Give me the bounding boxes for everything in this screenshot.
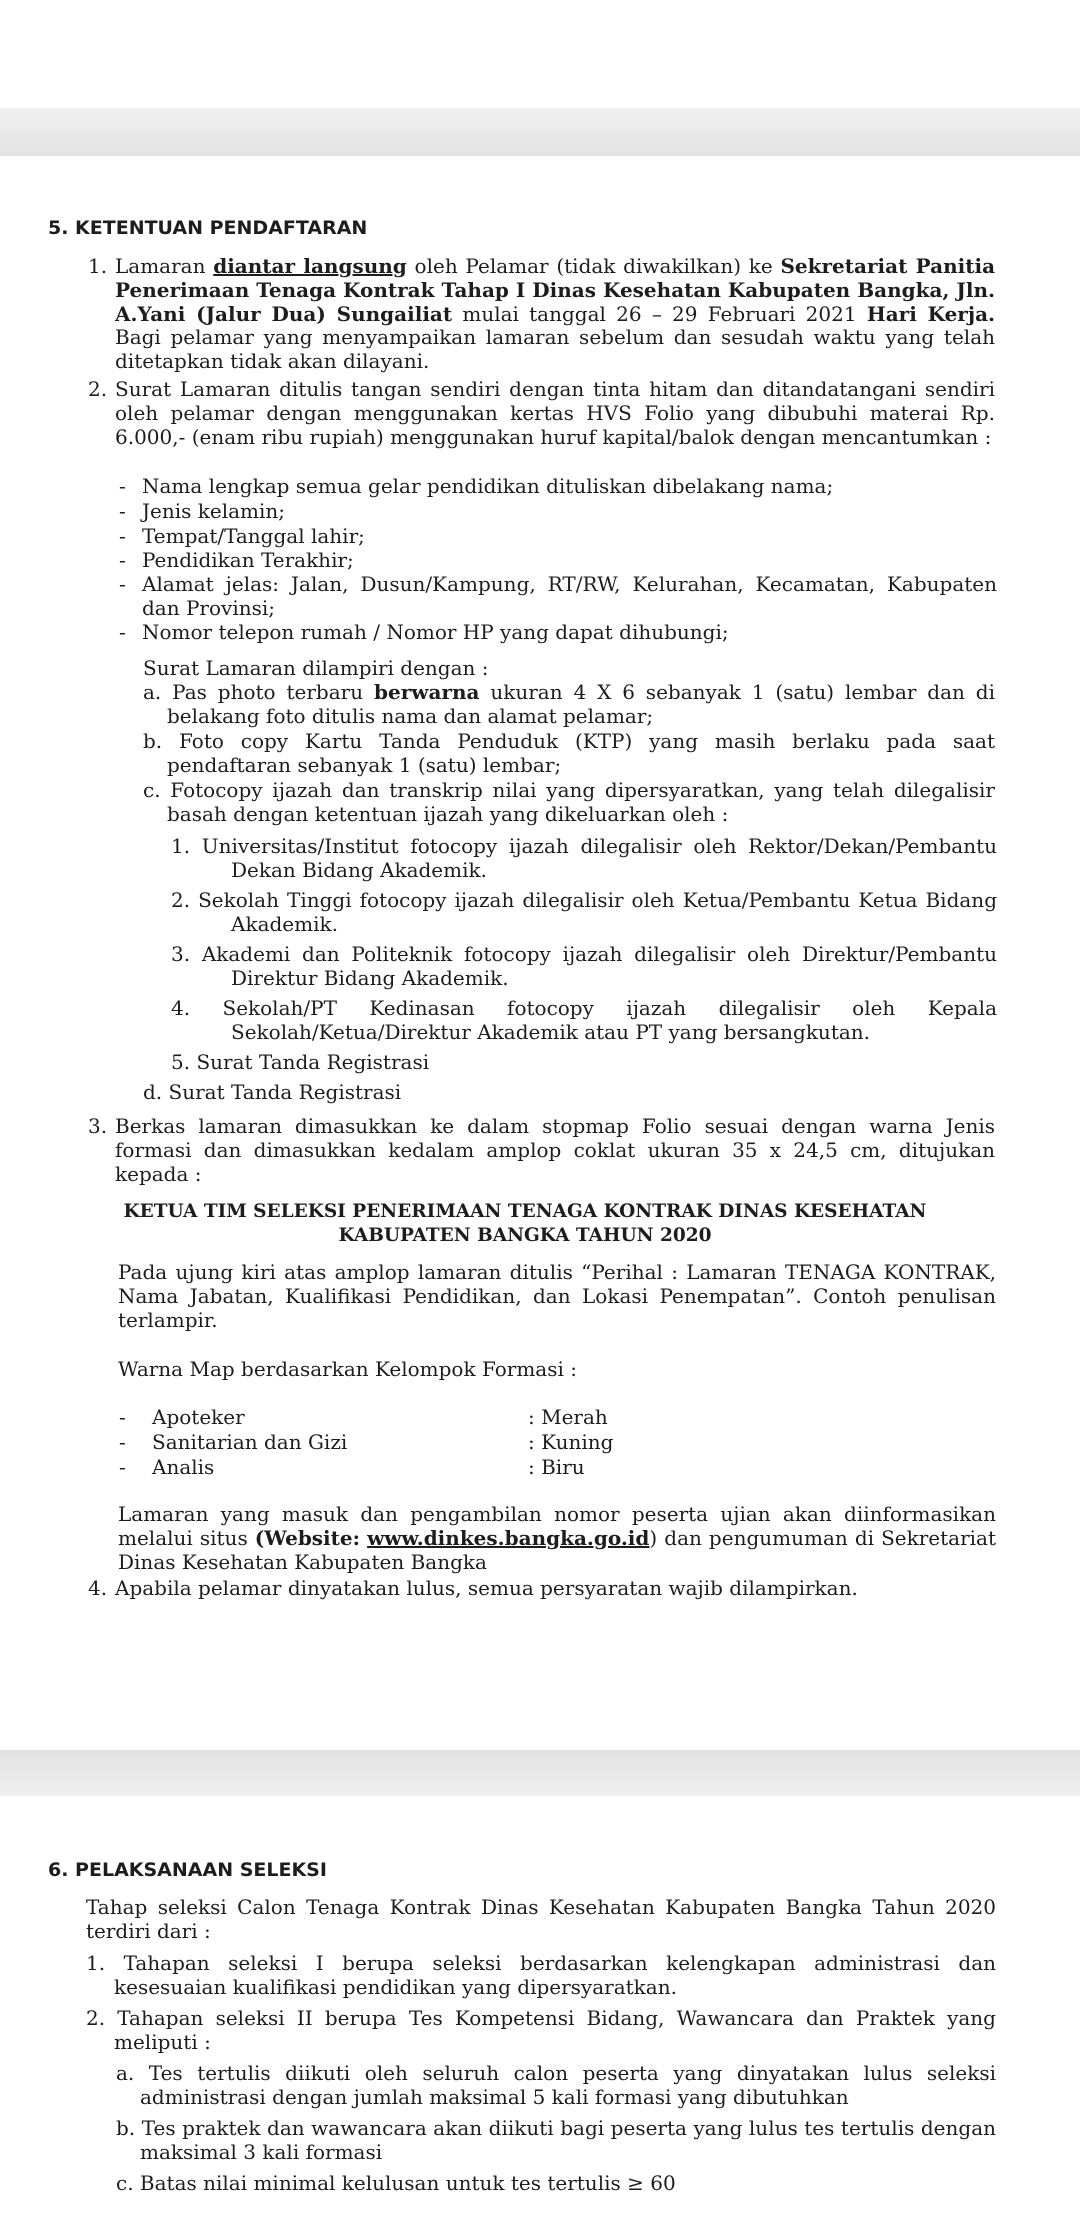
attachment-c-sub: 1. Universitas/Institut fotocopy ijazah dilegalisir oleh Rektor/Dekan/Pembantu Dekan Bidang Akademik.	[171, 834, 997, 882]
envelope-note: Pada ujung kiri atas amplop lamaran ditulis “Perihal : Lamaran TENAGA KONTRAK, Nama Jabatan, Kualifikasi Pendidikan, dan Lokasi Penempatan”. Contoh penulisan terlampir.	[118, 1260, 996, 1332]
section6-item-2a: a. Tes tertulis diikuti oleh seluruh calon peserta yang dinyatakan lulus seleksi administrasi dengan jumlah maksimal 5 kali formasi yang dibutuhkan	[116, 2061, 996, 2109]
map-color-title: Warna Map berdasarkan Kelompok Formasi :	[118, 1357, 577, 1381]
map-row-name: Analis	[152, 1455, 215, 1479]
info-paragraph: Lamaran yang masuk dan pengambilan nomor peserta ujian akan diinformasikan melalui situs (Website: www.dinkes.bangka.go.id) dan pengumuman di Sekretariat Dinas Kesehatan Kabupaten Bangka	[118, 1502, 997, 1574]
map-row-color: : Merah	[528, 1405, 608, 1429]
page-gap-middle	[0, 1750, 1080, 1796]
attachment-b: b. Foto copy Kartu Tanda Penduduk (KTP) yang masih berlaku pada saat pendaftaran sebanyak 1 (satu) lembar;	[143, 729, 995, 777]
addressee-line-2: KABUPATEN BANGKA TAHUN 2020	[338, 1225, 712, 1246]
dash-bullet: -	[119, 1430, 126, 1454]
map-row-name: Sanitarian dan Gizi	[152, 1430, 348, 1454]
section6-item-2b: b. Tes praktek dan wawancara akan diikuti bagi peserta yang lulus tes tertulis dengan maksimal 3 kali formasi	[116, 2116, 996, 2164]
section6-item-2c: c. Batas nilai minimal kelulusan untuk tes tertulis ≥ 60	[116, 2171, 676, 2195]
list-item: Pendidikan Terakhir;	[142, 548, 354, 572]
dash-bullet: -	[119, 620, 126, 644]
section6-item-2: 2. Tahapan seleksi II berupa Tes Kompetensi Bidang, Wawancara dan Praktek yang meliputi :	[86, 2006, 996, 2054]
attachment-intro: Surat Lamaran dilampiri dengan :	[143, 656, 489, 680]
paragraph-item-2: Surat Lamaran ditulis tangan sendiri dengan tinta hitam dan ditandatangani sendiri oleh pelamar dengan menggunakan kertas HVS Folio yang dibubuhi materai Rp. 6.000,- (enam ribu rupiah) menggunakan huruf kapital/balok dengan mencantumkan :	[115, 377, 995, 449]
section6-intro: Tahap seleksi Calon Tenaga Kontrak Dinas Kesehatan Kabupaten Bangka Tahun 2020 terdiri dari :	[86, 1895, 996, 1943]
dash-bullet: -	[119, 524, 126, 548]
dash-bullet: -	[119, 572, 126, 596]
list-item: Nomor telepon rumah / Nomor HP yang dapat dihubungi;	[142, 620, 729, 644]
list-item: Jenis kelamin;	[142, 499, 286, 523]
dash-bullet: -	[119, 474, 126, 498]
page-gap-top	[0, 108, 1080, 156]
dash-bullet: -	[119, 548, 126, 572]
attachment-c-sub: 3. Akademi dan Politeknik fotocopy ijazah dilegalisir oleh Direktur/Pembantu Direktur Bidang Akademik.	[171, 942, 997, 990]
attachment-d: d. Surat Tanda Registrasi	[143, 1080, 402, 1104]
attachment-c-sub: 2. Sekolah Tinggi fotocopy ijazah dilegalisir oleh Ketua/Pembantu Ketua Bidang Akademik.	[171, 888, 997, 936]
section-heading: 6. PELAKSANAAN SELEKSI	[48, 1859, 327, 1881]
list-number: 2.	[88, 377, 108, 401]
website-link[interactable]: www.dinkes.bangka.go.id	[367, 1525, 650, 1550]
addressee-line-1: KETUA TIM SELEKSI PENERIMAAN TENAGA KONTRAK DINAS KESEHATAN	[123, 1201, 927, 1222]
paragraph-item-4: Apabila pelamar dinyatakan lulus, semua persyaratan wajib dilampirkan.	[115, 1576, 858, 1600]
list-item: Tempat/Tanggal lahir;	[142, 524, 365, 548]
dash-bullet: -	[119, 1405, 126, 1429]
attachment-c-sub: 4. Sekolah/PT Kedinasan fotocopy ijazah dilegalisir oleh Kepala Sekolah/Ketua/Direktur Akademik atau PT yang bersangkutan.	[171, 996, 997, 1044]
section6-item-1: 1. Tahapan seleksi I berupa seleksi berdasarkan kelengkapan administrasi dan kesesuaian kualifikasi pendidikan yang dipersyaratkan.	[86, 1951, 996, 1999]
attachment-c: c. Fotocopy ijazah dan transkrip nilai yang dipersyaratkan, yang telah dilegalisir basah dengan ketentuan ijazah yang dikeluarkan oleh :	[143, 778, 995, 826]
list-number: 4.	[88, 1576, 108, 1600]
list-item: Alamat jelas: Jalan, Dusun/Kampung, RT/RW, Kelurahan, Kecamatan, Kabupaten dan Provinsi;	[142, 572, 997, 620]
paragraph-item-3: Berkas lamaran dimasukkan ke dalam stopmap Folio sesuai dengan warna Jenis formasi dan dimasukkan kedalam amplop coklat ukuran 35 x 24,5 cm, ditujukan kepada :	[115, 1114, 995, 1186]
list-number: 3.	[88, 1114, 108, 1138]
paragraph-item-1: Lamaran diantar langsung oleh Pelamar (tidak diwakilkan) ke Sekretariat Panitia Penerimaan Tenaga Kontrak Tahap I Dinas Kesehatan Kabupaten Bangka, Jln. A.Yani (Jalur Dua) Sungailiat mulai tanggal 26 – 29 Februari 2021 Hari Kerja. Bagi pelamar yang menyampaikan lamaran sebelum dan sesudah waktu yang telah ditetapkan tidak akan dilayani.	[115, 254, 996, 374]
dash-bullet: -	[119, 1455, 126, 1479]
attachment-c-sub: 5. Surat Tanda Registrasi	[171, 1050, 430, 1074]
list-item: Nama lengkap semua gelar pendidikan dituliskan dibelakang nama;	[142, 474, 834, 498]
dash-bullet: -	[119, 499, 126, 523]
map-row-color: : Kuning	[528, 1430, 614, 1454]
map-row-name: Apoteker	[152, 1405, 245, 1429]
section-heading: 5. KETENTUAN PENDAFTARAN	[48, 217, 368, 239]
attachment-a: a. Pas photo terbaru berwarna ukuran 4 X 6 sebanyak 1 (satu) lembar dan di belakang foto ditulis nama dan alamat pelamar;	[143, 680, 996, 728]
map-row-color: : Biru	[528, 1455, 585, 1479]
list-number: 1.	[88, 254, 108, 278]
